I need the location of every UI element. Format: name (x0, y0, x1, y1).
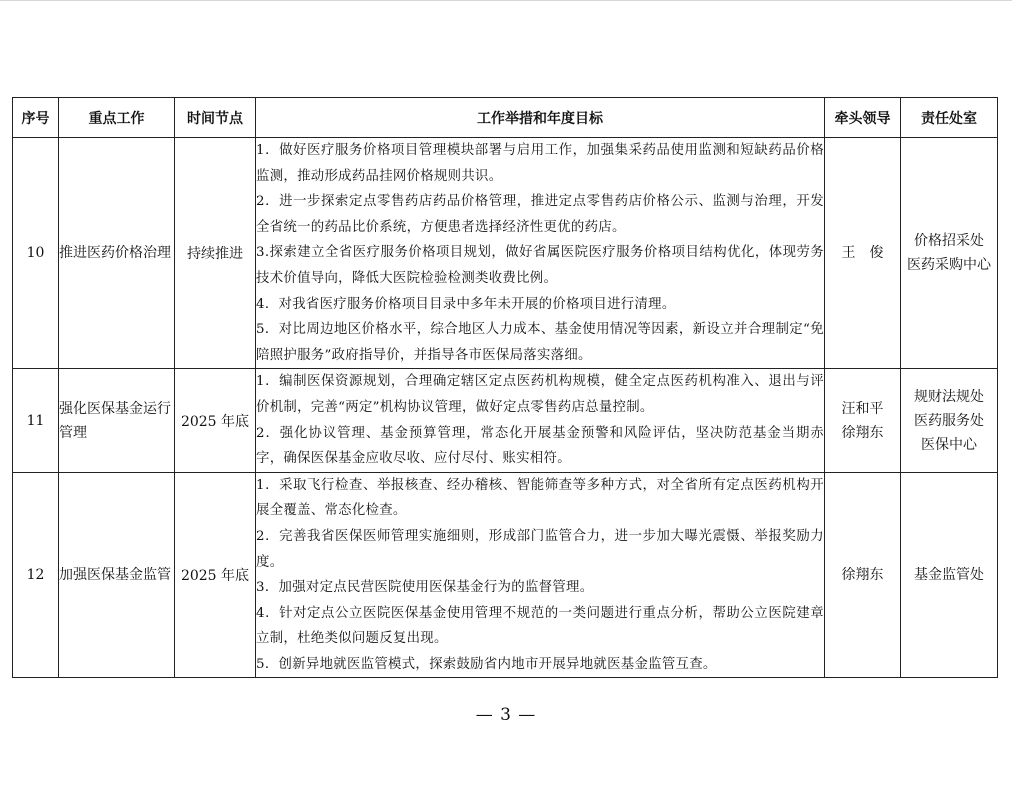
office-name: 规财法规处 (914, 388, 984, 405)
measure-item: 1．做好医疗服务价格项目管理模块部署与启用工作，加强集采药品使用监测和短缺药品价格监测，推动形成药品挂网价格规则共识。 (256, 143, 824, 184)
row-lead (825, 472, 901, 678)
row-time-node: 2025 年底 (175, 472, 256, 678)
measure-item: 3.探索建立全省医疗服务价格项目规划，做好省属医院医疗服务价格项目结构优化，体现劳务技术价值导向，降低大医院检验检测类收费比例。 (256, 245, 824, 286)
row-measures (256, 369, 825, 472)
office-name: 医药采购中心 (907, 257, 991, 274)
lead-name: 王 俊 (841, 245, 884, 262)
row-time-node: 持续推进 (175, 138, 256, 369)
table-header-row (13, 98, 998, 138)
row-key-task: 强化医保基金运行管理 (59, 369, 175, 472)
measure-item: 5．创新异地就医监管模式，探索鼓励省内地市开展异地就医基金监管互查。 (256, 656, 717, 672)
page-top-rule (0, 0, 1012, 1)
measure-item: 4．针对定点公立医院医保基金使用管理不规范的一类问题进行重点分析，帮助公立医院建章立制，杜绝类似问题反复出现。 (256, 605, 824, 647)
measure-item: 2．完善我省医保医师管理实施细则，形成部门监管合力，进一步加大曝光震慑、举报奖励力度。 (256, 528, 824, 570)
row-lead (825, 369, 901, 472)
office-name: 医药服务处 (914, 412, 984, 429)
row-number: 10 (13, 138, 59, 369)
header-lead: 牵头领导 (825, 98, 901, 138)
office-name: 医保中心 (921, 436, 977, 453)
header-time-node: 时间节点 (175, 98, 256, 138)
table-row (13, 472, 998, 678)
measure-item: 4．对我省医疗服务价格项目目录中多年未开展的价格项目进行清理。 (256, 296, 676, 312)
lead-name: 汪和平 (841, 400, 884, 417)
page-number: — 3 — (475, 705, 537, 725)
row-office (901, 138, 998, 369)
office-name: 基金监管处 (914, 567, 984, 584)
header-office: 责任处室 (901, 98, 998, 138)
row-key-task: 推进医药价格治理 (59, 138, 175, 369)
work-plan-table (12, 97, 998, 678)
row-number: 11 (13, 369, 59, 472)
measure-item: 1．采取飞行检查、举报核查、经办稽核、智能筛查等多种方式，对全省所有定点医药机构开展全覆盖、常态化检查。 (256, 477, 824, 519)
row-number: 12 (13, 472, 59, 678)
measure-item: 5．对比周边地区价格水平，综合地区人力成本、基金使用情况等因素，新设立并合理制定“免陪照护服务”政府指导价，并指导各市医保局落实落细。 (256, 322, 824, 363)
lead-name: 徐翔东 (841, 567, 884, 584)
header-key-task: 重点工作 (59, 98, 175, 138)
measure-item: 2．强化协议管理、基金预算管理，常态化开展基金预警和风险评估，坚决防范基金当期赤字，确保医保基金应收尽收、应付尽付、账实相符。 (256, 425, 824, 467)
row-measures (256, 472, 825, 678)
row-lead (825, 138, 901, 369)
row-measures (256, 138, 825, 369)
row-office (901, 369, 998, 472)
measure-item: 2．进一步探索定点零售药店药品价格管理，推进定点零售药店价格公示、监测与治理，开发全省统一的药品比价系统，方便患者选择经济性更优的药店。 (256, 194, 824, 235)
table-row (13, 138, 998, 369)
row-time-node: 2025 年底 (175, 369, 256, 472)
row-key-task: 加强医保基金监管 (59, 472, 175, 678)
row-office (901, 472, 998, 678)
header-measures: 工作举措和年度目标 (256, 98, 825, 138)
office-name: 价格招采处 (914, 233, 984, 250)
measure-item: 3．加强对定点民营医院使用医保基金行为的监督管理。 (256, 580, 594, 596)
measure-item: 1．编制医保资源规划，合理确定辖区定点医药机构规模，健全定点医药机构准入、退出与评价机制，完善“两定”机构协议管理，做好定点零售药店总量控制。 (256, 374, 824, 415)
lead-name: 徐翔东 (841, 424, 884, 441)
table-row (13, 369, 998, 472)
header-number: 序号 (13, 98, 59, 138)
